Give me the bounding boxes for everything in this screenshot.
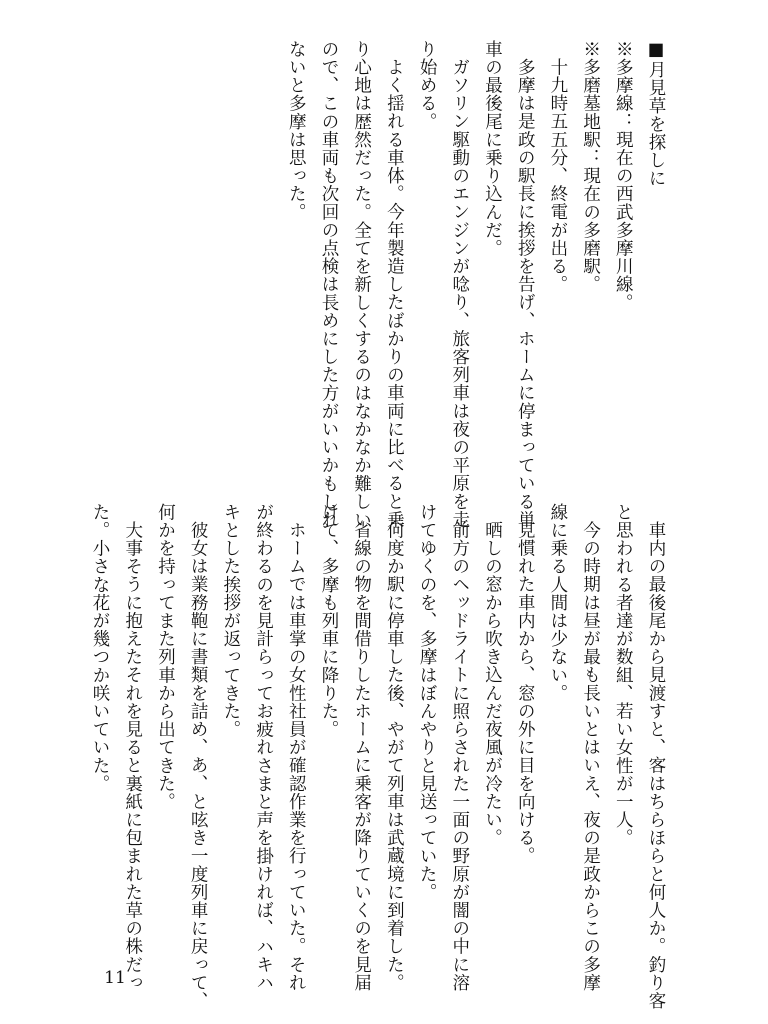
lower-text-line: た。小さな花が幾つか咲いていた。 (90, 503, 111, 793)
upper-text-line: 十九時五五分、終電が出る。 (547, 57, 568, 293)
lower-text-line: 見慣れた車内から、窓の外に目を向ける。 (515, 520, 536, 865)
upper-text-line: ので、この車両も次回の点検は長めにした方がいいかもしれ (318, 40, 339, 529)
lower-text-line: キとした挨拶が返ってきた。 (220, 503, 241, 739)
upper-text-line: 多摩は是政の駅長に挨拶を告げ、ホームに停まっている単 (515, 57, 536, 529)
page-number: 11 (104, 968, 126, 988)
upper-text-line: り始める。 (417, 40, 438, 131)
lower-text-line: が終わるのを見計らってお疲れさまと声を掛ければ、ハキハ (253, 503, 274, 992)
lower-text-line: 大事そうに抱えたそれを見ると裏紙に包まれた草の株だっ (122, 520, 143, 992)
upper-text-line: ないと多摩は思った。 (286, 40, 307, 221)
lower-text-line: 線に乗る人間は少ない。 (547, 503, 568, 703)
lower-text-line: けてゆくのを、多摩はぼんやりと見送っていた。 (417, 503, 438, 902)
lower-text-line: 晒しの窓から吹き込んだ夜風が冷たい。 (482, 520, 503, 847)
upper-text-block (280, 40, 672, 529)
upper-text-line: ※多磨墓地駅：現在の多磨駅。 (580, 40, 601, 294)
lower-text-line: 前方のヘッドライトに照らされた一面の野原が闇の中に溶 (449, 520, 470, 992)
upper-text-line: ガソリン駆動のエンジンが唸り、旅客列車は夜の平原を走 (449, 57, 470, 529)
upper-text-line: 車の最後尾に乗り込んだ。 (482, 40, 503, 258)
lower-text-line: 何かを持ってまた列車から出てきた。 (155, 503, 176, 811)
upper-text-line: ※多摩線：現在の西武多摩川線。 (613, 40, 634, 312)
lower-text-line: 彼女は業務鞄に書類を詰め、あ、と呟き一度列車に戻って、 (188, 520, 209, 1010)
lower-text-line: と思われる者達が数組、若い女性が一人。 (613, 503, 634, 847)
lower-text-line: けて、多摩も列車に降りた。 (318, 503, 339, 739)
lower-text-line: 何度か駅に停車した後、やがて列車は武蔵境に到着した。 (384, 520, 405, 992)
lower-text-line: 省線の物を間借りしたホームに乗客が降りていくのを見届 (351, 520, 372, 992)
lower-text-line: 今の時期は昼が最も長いとはいえ、夜の是政からこの多摩 (580, 520, 601, 992)
upper-text-line: り心地は歴然だった。全てを新しくするのはなかなか難しい (351, 40, 372, 529)
upper-text-line: よく揺れる車体。今年製造したばかりの車両に比べると乗 (384, 57, 405, 529)
lower-text-line: ホームでは車掌の女性社員が確認作業を行っていた。それ (286, 520, 307, 992)
lower-text-line: 車内の最後尾から見渡すと、客はちらほらと何人か。釣り客 (646, 520, 666, 1010)
upper-text-line: ■月見草を探しに (646, 40, 666, 188)
